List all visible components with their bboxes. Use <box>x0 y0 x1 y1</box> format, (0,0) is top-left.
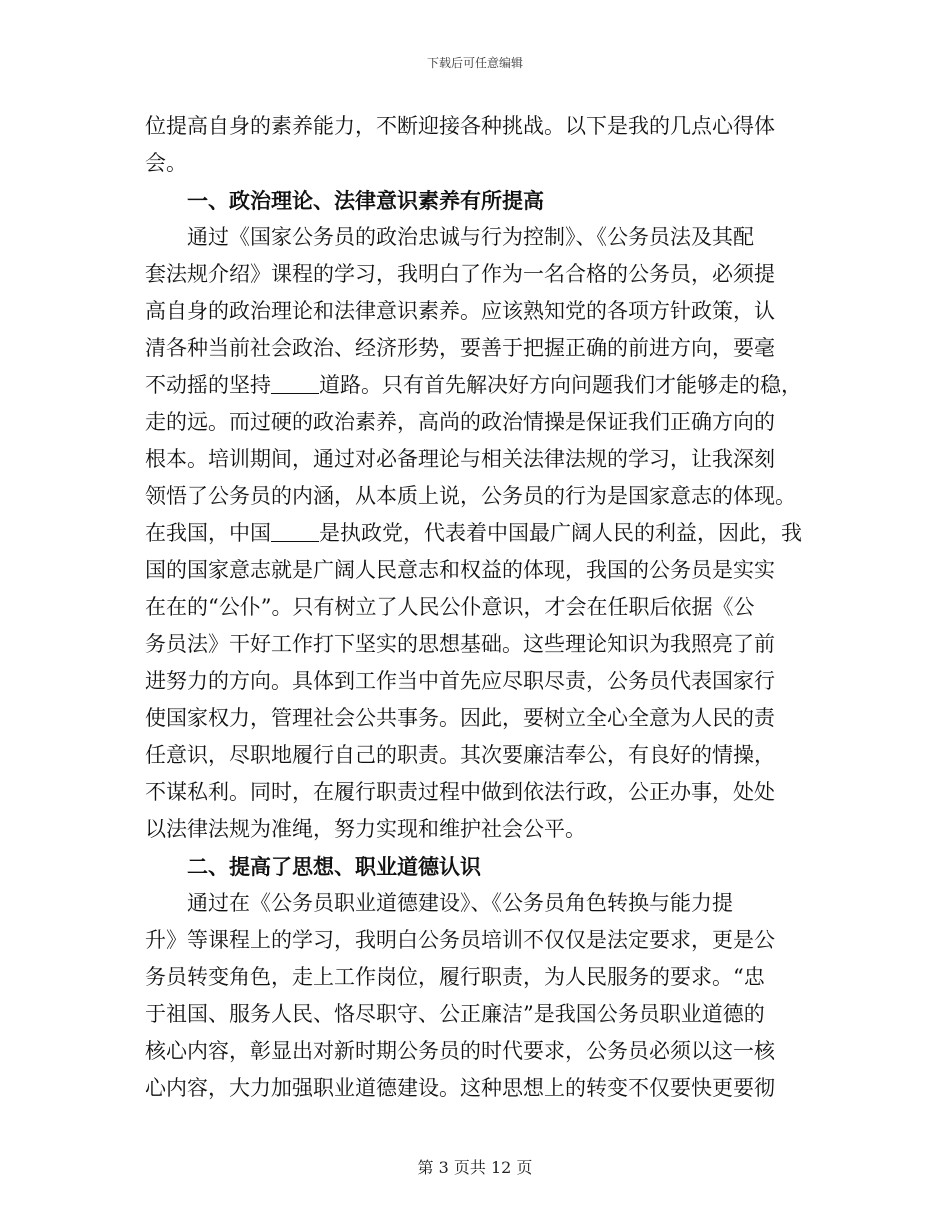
text-fragment: 不动摇的坚持 <box>145 373 271 397</box>
text-line: 套法规介绍》课程的学习，我明白了作为一名合格的公务员，必须提 <box>145 262 775 286</box>
section-heading-2: 二、提高了思想、职业道德认识 <box>187 854 481 879</box>
text-line: 走的远。而过硬的政治素养，高尚的政治情操是保证我们正确方向的 <box>145 410 775 434</box>
text-line: 国的国家意志就是广阔人民意志和权益的体现，我国的公务员是实实 <box>145 558 775 582</box>
text-line: 务员转变角色，走上工作岗位，履行职责，为人民服务的要求。“忠 <box>145 965 765 989</box>
text-line: 通过《国家公务员的政治忠诚与行为控制》、《公务员法及其配 <box>187 225 754 249</box>
text-line: 根本。培训期间，通过对必备理论与相关法律法规的学习，让我深刻 <box>145 447 775 471</box>
text-line: 以法律法规为准绳，努力实现和维护社会公平。 <box>145 817 586 841</box>
text-line: 于祖国、服务人民、恪尽职守、公正廉洁”是我国公务员职业道德的 <box>145 1002 765 1026</box>
text-fragment: 道路。只有首先解决好方向问题我们才能够走的稳， <box>319 373 802 397</box>
page-number: 第 3 页共 12 页 <box>417 1158 533 1177</box>
text-line: 不谋私利。同时，在履行职责过程中做到依法行政，公正办事，处处 <box>145 780 775 804</box>
text-line: 位提高自身的素养能力，不断迎接各种挑战。以下是我的几点心得体 <box>145 114 775 138</box>
text-line-with-blank <box>145 515 810 552</box>
text-line-with-blank <box>145 367 810 404</box>
text-fragment: 在我国，中国 <box>145 521 271 545</box>
text-line: 高自身的政治理论和法律意识素养。应该熟知党的各项方针政策，认 <box>145 299 775 323</box>
text-line: 务员法》干好工作打下坚实的思想基础。这些理论知识为我照亮了前 <box>145 632 775 656</box>
text-line: 会。 <box>145 151 187 175</box>
page-header: 下载后可任意编辑 <box>426 56 523 70</box>
document-body <box>145 108 810 1107</box>
fill-in-blank <box>271 523 319 542</box>
text-line: 升》等课程上的学习，我明白公务员培训不仅仅是法定要求，更是公 <box>145 928 775 952</box>
text-line: 通过在《公务员职业道德建设》、《公务员角色转换与能力提 <box>187 891 733 915</box>
text-line: 使国家权力，管理社会公共事务。因此，要树立全心全意为人民的责 <box>145 706 775 730</box>
text-fragment: 是执政党，代表着中国最广阔人民的利益，因此，我 <box>319 521 802 545</box>
section-heading-1: 一、政治理论、法律意识素养有所提高 <box>187 188 544 213</box>
fill-in-blank <box>271 375 319 394</box>
text-line: 进努力的方向。具体到工作当中首先应尽职尽责，公务员代表国家行 <box>145 669 775 693</box>
text-line: 清各种当前社会政治、经济形势，要善于把握正确的前进方向，要毫 <box>145 336 775 360</box>
text-line: 在在的“公仆”。只有树立了人民公仆意识，才会在任职后依据《公 <box>145 595 755 619</box>
text-line: 任意识，尽职地履行自己的职责。其次要廉洁奉公，有良好的情操， <box>145 743 775 767</box>
text-line: 核心内容，彰显出对新时期公务员的时代要求，公务员必须以这一核 <box>145 1039 775 1063</box>
text-line: 领悟了公务员的内涵，从本质上说，公务员的行为是国家意志的体现。 <box>145 484 796 508</box>
text-line: 心内容，大力加强职业道德建设。这种思想上的转变不仅要快更要彻 <box>145 1076 775 1100</box>
